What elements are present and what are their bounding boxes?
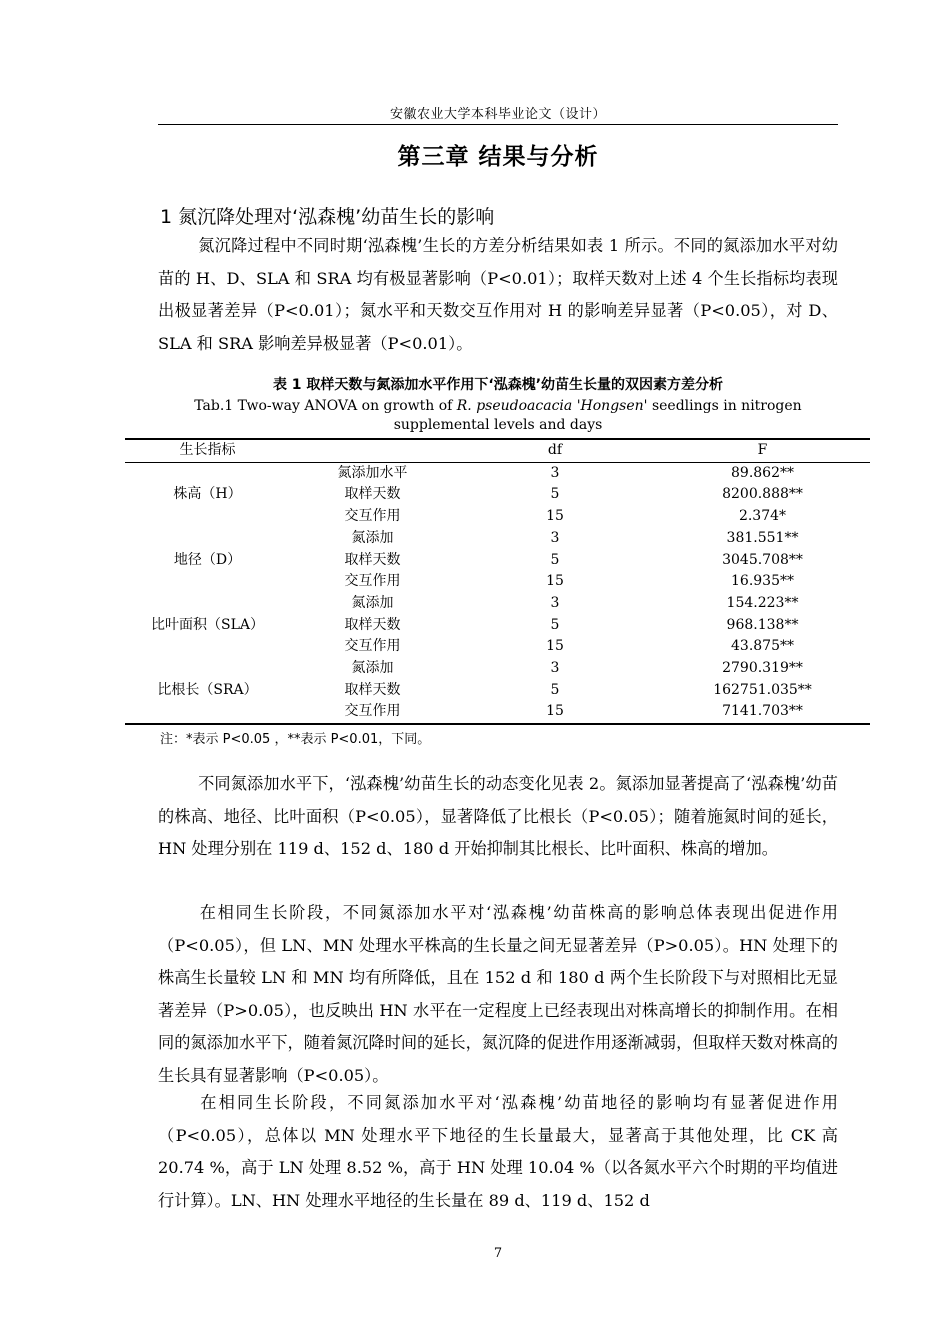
cell-indicator: 株高（H） [173, 486, 242, 503]
table-row [125, 462, 870, 484]
cell-df: 5 [550, 681, 560, 698]
cell-source: 氮添加 [351, 594, 394, 611]
running-header: 安徽农业大学本科毕业论文（设计） [389, 107, 606, 122]
cell-source: 氮添加 [351, 529, 394, 546]
cell-df: 5 [550, 486, 560, 503]
cell-df: 5 [550, 551, 560, 568]
cell-df: 15 [546, 638, 564, 655]
cell-source: 氮添加水平 [337, 464, 408, 481]
table-caption-en [158, 397, 838, 435]
header-df: df [455, 439, 655, 462]
paragraph-3 [158, 897, 838, 1092]
cell-f: 16.935** [731, 573, 794, 590]
table-row [125, 528, 870, 550]
cell-df: 15 [455, 701, 655, 724]
caption-en-prefix: Tab.1 Two-way ANOVA on growth of [194, 398, 457, 414]
cell-df: 3 [550, 529, 560, 546]
header-indicator: 生长指标 [125, 439, 290, 462]
cell-df: 15 [546, 508, 564, 525]
cell-f: 381.551** [726, 529, 799, 546]
cell-f: 8200.888** [722, 486, 803, 503]
paragraph-4 [158, 1087, 838, 1217]
paragraph-2 [158, 768, 838, 866]
cell-df: 3 [550, 660, 560, 677]
cell-source: 取样天数 [344, 486, 401, 503]
cell-indicator: 地径（D） [173, 551, 242, 568]
cell-f: 7141.703** [655, 701, 870, 724]
caption-en-suffix: seedlings in nitrogen supplemental levels and days [393, 398, 802, 433]
cell-source: 交互作用 [344, 573, 401, 590]
cell-source: 取样天数 [344, 616, 401, 633]
cell-df: 15 [546, 573, 564, 590]
cell-f: 3045.708** [722, 551, 803, 568]
cell-source: 氮添加 [351, 660, 394, 677]
cell-source: 交互作用 [344, 508, 401, 525]
cell-f: 154.223** [726, 594, 799, 611]
cell-f: 968.138** [726, 616, 799, 633]
header-f: F [655, 439, 870, 462]
table-note: 注：*表示 P<0.05 ，**表示 P<0.01，下同。 [160, 732, 431, 747]
table-body [125, 462, 870, 724]
cell-indicator: 比叶面积（SLA） [151, 616, 264, 633]
chapter-title: 第三章 结果与分析 [397, 144, 599, 170]
header-source [290, 439, 455, 462]
cell-f: 2.374* [738, 508, 787, 525]
paragraph-1 [158, 230, 838, 360]
page-number: 7 [493, 1246, 503, 1261]
cell-f: 162751.035** [713, 681, 812, 698]
paragraph-2-text: 不同氮添加水平下，‘泓森槐’幼苗生长的动态变化见表 2。氮添加显著提高了‘泓森槐’幼苗的株高、地径、比叶面积（P<0.05），显著降低了比根长（P<0.05）；随着施氮时间的延长，HN 处理分别在 119 d、152 d、180 d 开始抑制其比根长、比叶面积、株高的增加。 [158, 774, 838, 858]
section-heading: 1 氮沉降处理对‘泓森槐’幼苗生长的影响 [160, 206, 495, 228]
paragraph-1-text: 氮沉降过程中不同时期‘泓森槐’生长的方差分析结果如表 1 所示。不同的氮添加水平对幼苗的 H、D、SLA 和 SRA 均有极显著影响（P<0.01）；取样天数对上述 4 个生长指标均表现出极显著差异（P<0.01）；氮水平和天数交互作用对 H 的影响差异显著（P<0.05），对 D、SLA 和 SRA 影响差异极显著（P<0.01）。 [158, 236, 838, 353]
paragraph-4-text: 在相同生长阶段，不同氮添加水平对‘泓森槐’幼苗地径的影响均有显著促进作用（P<0.05），总体以 MN 处理水平下地径的生长量最大，显著高于其他处理，比 CK 高 20.74 %，高于 LN 处理 8.52 %，高于 HN 处理 10.04 %（以各氮水平六个时期的平均值进行计算）。LN、HN 处理水平地径的生长量在 89 d、119 d、152 d [158, 1093, 838, 1210]
paragraph-3-text: 在相同生长阶段，不同氮添加水平对‘泓森槐’幼苗株高的影响总体表现出促进作用（P<0.05），但 LN、MN 处理水平株高的生长量之间无显著差异（P>0.05）。HN 处理下的株高生长量较 LN 和 MN 均有所降低，且在 152 d 和 180 d 两个生长阶段下与对照相比无显著差异（P>0.05），也反映出 HN 水平在一定程度上已经表现出对株高增长的抑制作用。在相同的氮添加水平下，随着氮沉降时间的延长，氮沉降的促进作用逐渐减弱，但取样天数对株高的生长具有显著影响（P<0.05）。 [158, 903, 838, 1085]
table-header-row [125, 439, 870, 462]
cell-source: 交互作用 [290, 701, 455, 724]
table-caption-cn: 表 1 取样天数与氮添加水平作用下‘泓森槐’幼苗生长量的双因素方差分析 [272, 377, 724, 393]
cell-source: 取样天数 [344, 681, 401, 698]
table-row [125, 593, 870, 615]
cell-source: 交互作用 [344, 638, 401, 655]
cell-source: 取样天数 [344, 551, 401, 568]
cell-df: 5 [550, 616, 560, 633]
caption-en-species: R. pseudoacacia 'Hongsen' [456, 398, 648, 414]
cell-f: 89.862** [731, 464, 794, 481]
cell-df: 3 [550, 594, 560, 611]
anova-table [125, 438, 870, 725]
header-rule [158, 124, 838, 125]
table-row [125, 658, 870, 680]
cell-f: 43.875** [731, 638, 794, 655]
cell-df: 3 [550, 464, 560, 481]
cell-f: 2790.319** [722, 660, 803, 677]
cell-indicator: 比根长（SRA） [125, 658, 290, 724]
